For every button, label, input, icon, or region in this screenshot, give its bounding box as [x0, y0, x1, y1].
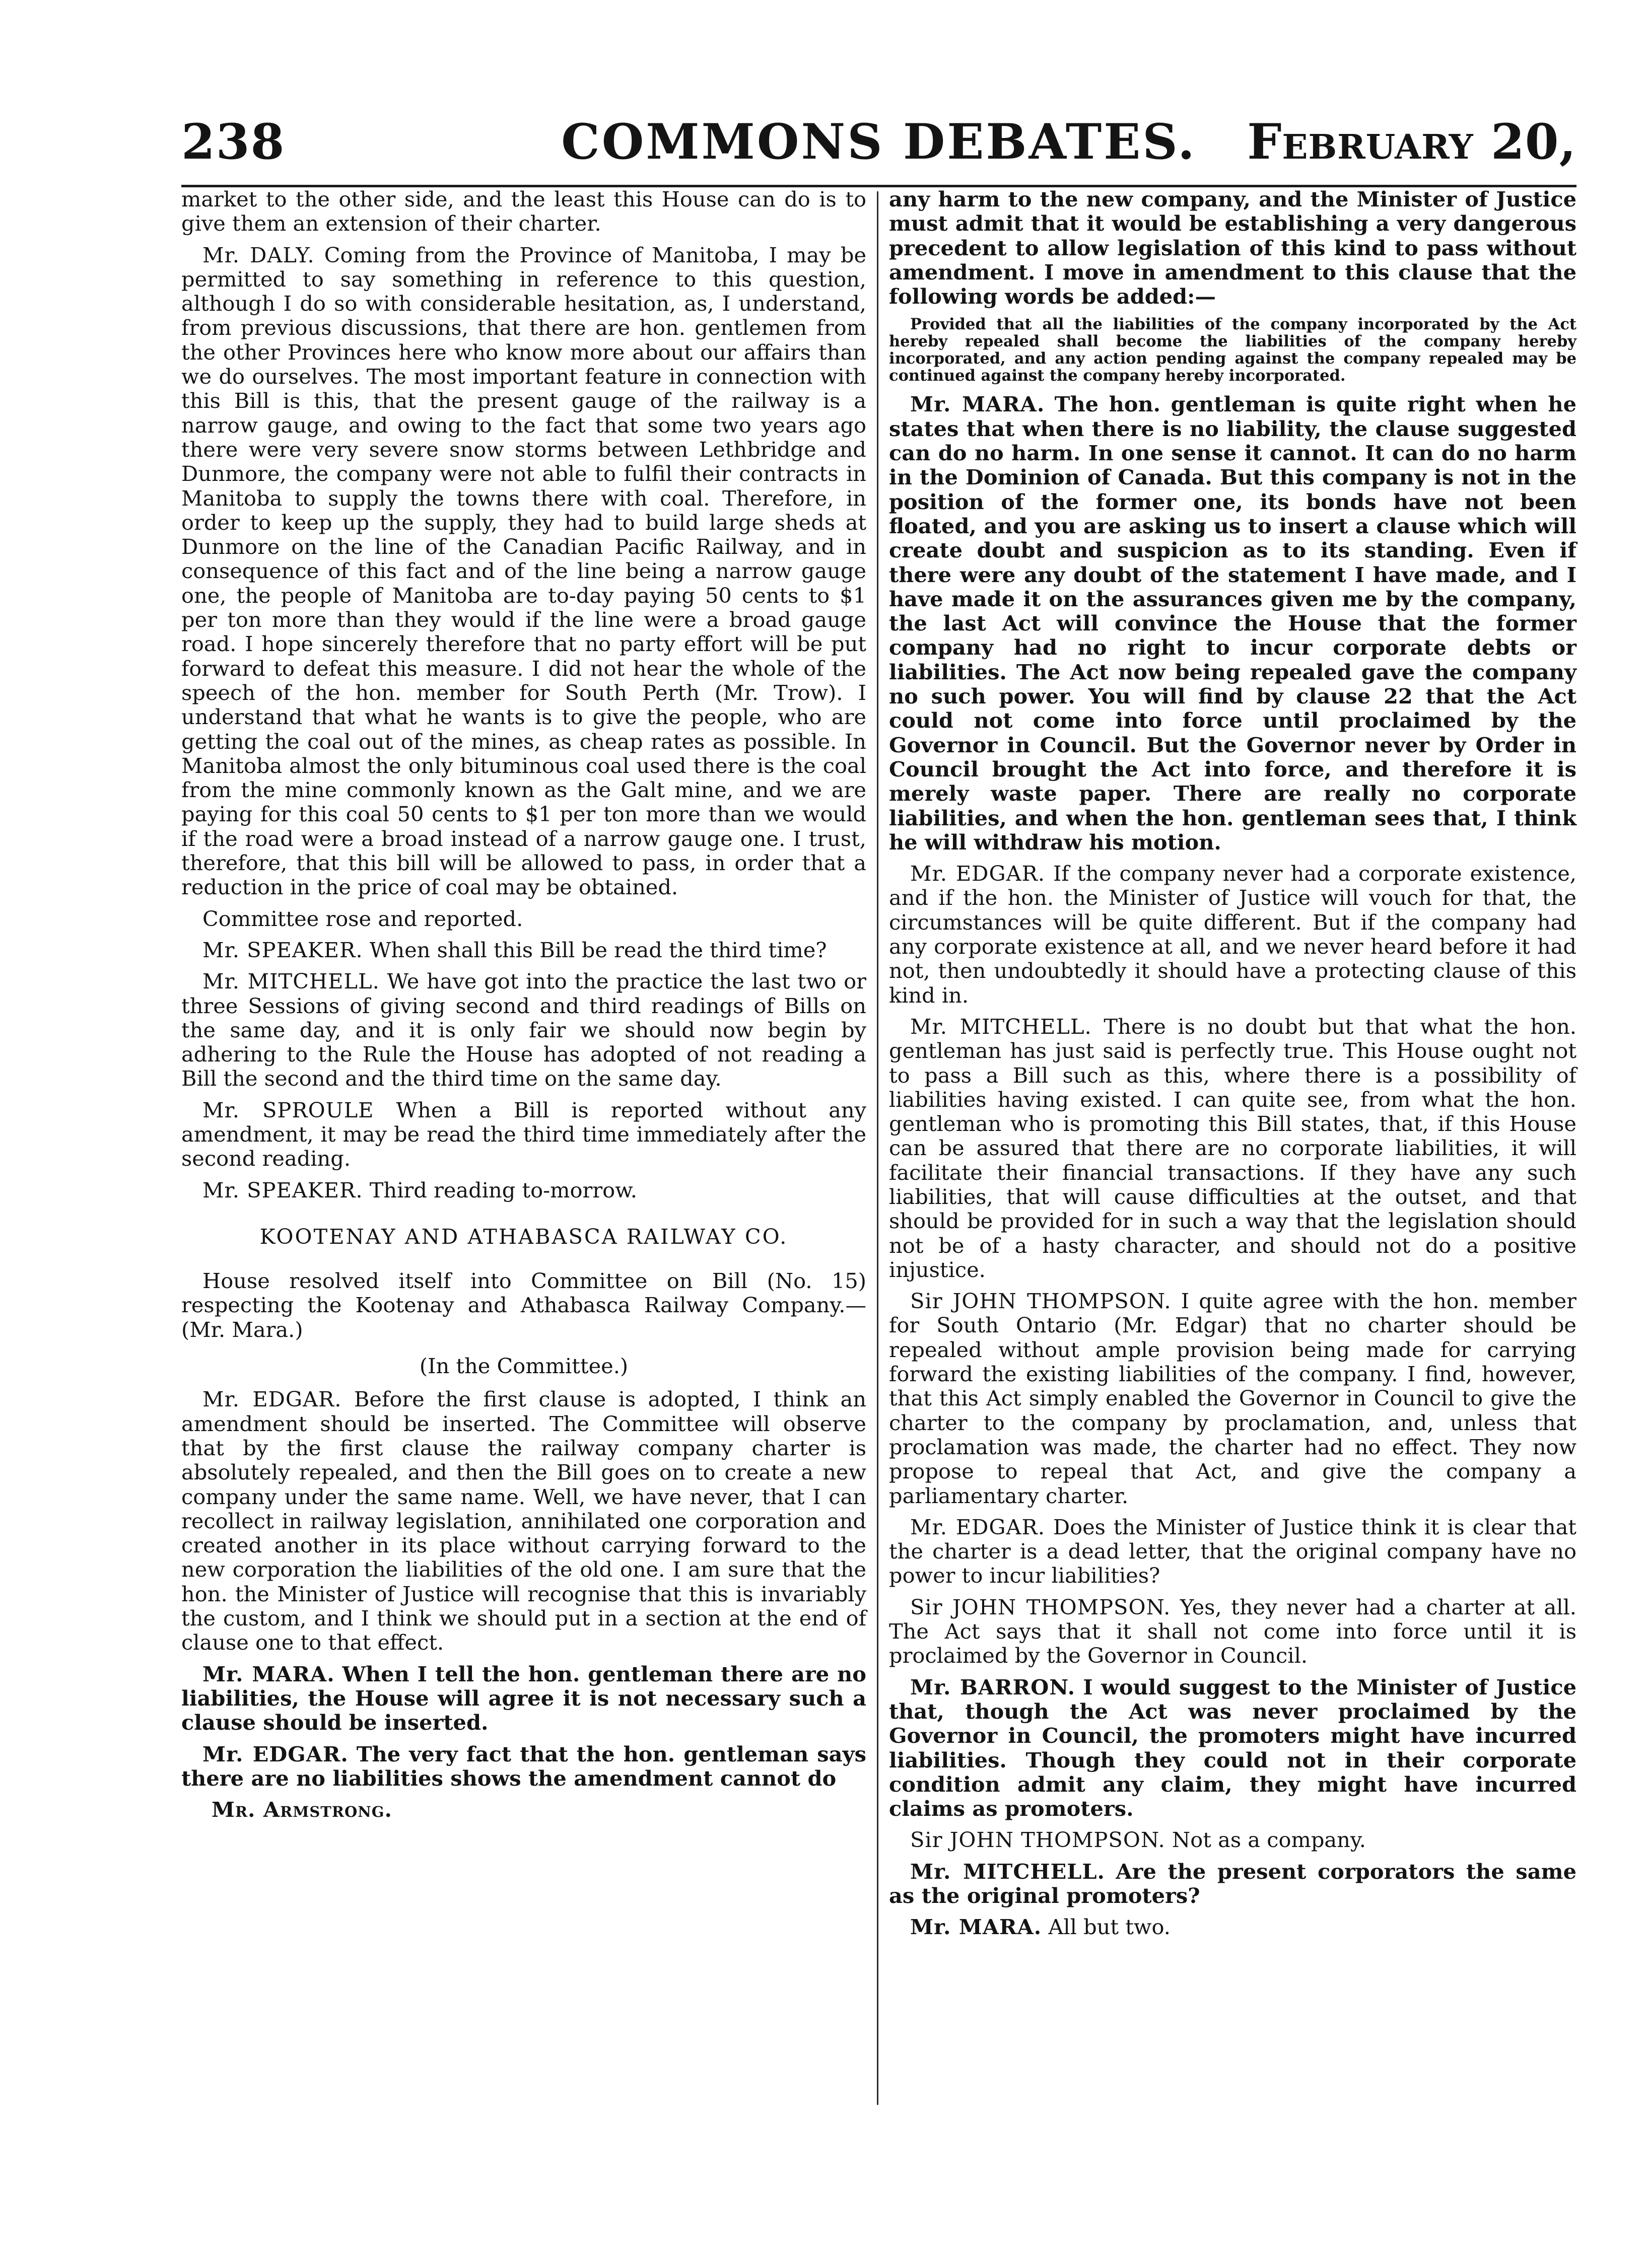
speaker-name: Mr. SPROULE — [202, 1097, 374, 1122]
paragraph: market to the other side, and the least this House can do is to give them an extension of their charter. — [181, 187, 866, 236]
speech — [889, 1675, 1576, 1821]
speaker-name: Mr. EDGAR. — [910, 861, 1046, 886]
speech — [181, 1662, 866, 1735]
speech-text: Coming from the Province of Manitoba, I may be permitted to say something in reference to this question, although I do so with considerable hesitation, as, I understand, from previous discussions, that there are hon. gentlemen from the other Provinces here who know more about our affairs than we do ourselves. The most important feature in connection with this Bill is this, that the present gauge of the railway is a narrow gauge, and owing to the fact that some two years ago there were very severe snow storms between Lethbridge and Dunmore, the company were not able to fulfil their contracts in Manitoba to supply the towns there with coal. Therefore, in order to keep up the supply, they had to build large sheds at Dunmore on the line of the Canadian Pacific Railway, and in consequence of this fact and of the line being a narrow gauge one, the people of Manitoba are to-day paying 50 cents to $1 per ton more than they would if the line were a broad gauge road. I hope sincerely therefore that no party effort will be put forward to defeat this measure. I did not hear the whole of the speech of the hon. member for South Perth (Mr. Trow). I understand that what he wants is to give the people, who are getting the coal out of the mines, as cheap rates as possible. In Manitoba almost the only bituminous coal used there is the coal from the mine commonly known as the Galt mine, and we are paying for this coal 50 cents to $1 per ton more than we would if the road were a broad instead of a narrow gauge one. I trust, therefore, that this bill will be allowed to pass, in order that a reduction in the price of coal may be obtained. — [181, 242, 866, 900]
speaker-name: Mr. EDGAR. — [202, 1741, 349, 1766]
page-number: 238 — [181, 113, 286, 170]
committee-note: (In the Committee.) — [419, 1354, 629, 1379]
speech-text: Are the present corporators the same as the original promoters? — [889, 1859, 1576, 1908]
page-header — [181, 108, 1576, 179]
speech-text: We have got into the practice the last two or three Sessions of giving second and third readings of Bills on the same day, and it is only fair we should now begin by adhering to the Rule the House has adopted of not reading a Bill the second and the third time on the same day. — [181, 969, 866, 1091]
paragraph: any harm to the new company, and the Minister of Justice must admit that it would be establishing a very dangerous precedent to allow legislation of this kind to pass without amendment. I move in amendment to this clause that the following words be added:— — [889, 187, 1576, 309]
speaker-name: Sir JOHN THOMPSON. — [910, 1827, 1165, 1853]
left-column — [181, 187, 866, 1822]
speech — [889, 1289, 1576, 1508]
speaker-name: Sir JOHN THOMPSON. — [910, 1594, 1171, 1619]
procedural-note: Committee rose and reported. — [202, 906, 523, 931]
speech — [889, 1915, 1576, 1939]
speaker-name: Sir JOHN THOMPSON. — [910, 1289, 1172, 1314]
speech-text: All but two. — [1048, 1915, 1171, 1940]
speaker-name: Mr. EDGAR. — [910, 1514, 1045, 1539]
speech — [181, 1387, 866, 1655]
speech-text: Does the Minister of Justice think it is clear that the charter is a dead letter, that the original company have no power to incur liabilities? — [889, 1514, 1576, 1588]
journal-title: COMMONS DEBATES. — [561, 113, 1197, 170]
speech-text: There is no doubt but that what the hon. gentleman has just said is perfectly true. This House ought not to pass a Bill such as this, where there is a possibility of liabilities having existed. I can quite see, from what the hon. gentleman who is promoting this Bill states, that, if this House can be assured that there are no corporate liabilities, it will facilitate their financial transactions. If they have any such liabilities, that will cause difficulties at the outset, and that should be provided for in such a way that the legislation should not be of a hasty character, and should not do a positive injustice. — [889, 1014, 1576, 1282]
speech — [889, 1860, 1576, 1908]
speaker-name: Mr. MITCHELL. — [910, 1014, 1092, 1039]
speech-text: If the company never had a corporate existence, and if the hon. the Minister of Justice will vouch for that, the circumstances will be quite different. But if the company had any corporate existence at all, and we never heard before it had not, then undoubtedly it should have a protecting clause of this kind in. — [889, 861, 1576, 1008]
speech — [181, 969, 866, 1091]
speaker-name: Mr. MARA. — [202, 1661, 335, 1686]
speech-text: Not as a company. — [1172, 1827, 1366, 1853]
speaker-name: Mr. MITCHELL. — [202, 969, 380, 994]
speech-text: I would suggest to the Minister of Justice that, though the Act was never proclaimed by the Governor in Council, the promoters might have incurred liabilities. Though they could not in their corporate condition admit any claim, they might have incurred claims as promoters. — [889, 1674, 1576, 1821]
speech — [889, 1515, 1576, 1588]
speech-text: When a Bill is reported without any amendment, it may be read the third time immediately after the second reading. — [181, 1097, 866, 1171]
speech — [889, 1595, 1576, 1668]
amendment-text: Provided that all the liabilities of the company incorporated by the Act hereby repealed shall become the liabilities of the company hereby incorporated, and any action pending against the company repealed may be continued against the company hereby incorporated. — [889, 315, 1576, 385]
speaker-name: Mr. BARRON. — [910, 1674, 1076, 1699]
speech — [181, 938, 866, 962]
speaker-name: Mr. SPEAKER. — [202, 1177, 363, 1202]
speaker-name: Mr. MITCHELL. — [910, 1859, 1106, 1884]
speech-text: Yes, they never had a charter at all. The Act says that it shall not come into force until it is proclaimed by the Governor in Council. — [889, 1594, 1576, 1668]
speech-text: The very fact that the hon. gentleman says there are no liabilities shows the amendment cannot do — [181, 1741, 867, 1791]
speech — [181, 1098, 866, 1171]
speech-text: When shall this Bill be read the third time? — [369, 937, 827, 962]
speech — [181, 1742, 866, 1791]
speaker-name: Mr. DALY. — [202, 242, 315, 267]
column-divider — [877, 191, 878, 2105]
header-date: February 20, — [1247, 113, 1576, 170]
footer-signature: Mr. Armstrong. — [212, 1797, 392, 1822]
speech-text: Before the first clause is adopted, I think an amendment should be inserted. The Committee will observe that by the first clause the railway company charter is absolutely repealed, and then the Bill goes on to create a new company under the same name. Well, we have never, that I can recollect in railway legislation, annihilated one corporation and created another in its place without carrying forward to the new corporation the liabilities of the old one. I am sure that the hon. the Minister of Justice will recognise that this is invariably the custom, and I think we should put in a section at the end of clause one to that effect. — [181, 1387, 866, 1655]
speech — [889, 392, 1576, 855]
speaker-name: Mr. MARA. — [910, 1915, 1042, 1940]
speech — [181, 243, 866, 900]
speech-text: I quite agree with the hon. member for South Ontario (Mr. Edgar) that no charter should be repealed without ample provision being made for carrying forward the existing liabilities of the company. I find, however, that this Act simply enabled the Governor in Council to give the charter to the company by proclamation, and, unless that proclamation was made, the charter had no effect. They now propose to repeal that Act, and give the company a parliamentary charter. — [889, 1289, 1576, 1508]
speech-text: When I tell the hon. gentleman there are no liabilities, the House will agree it is not necessary such a clause should be inserted. — [181, 1661, 866, 1735]
speaker-name: Mr. EDGAR. — [202, 1387, 342, 1412]
speaker-name: Mr. SPEAKER. — [202, 937, 363, 962]
speech — [181, 1178, 866, 1202]
speech — [889, 1015, 1576, 1282]
section-heading: KOOTENAY AND ATHABASCA RAILWAY CO. — [259, 1224, 788, 1249]
speech — [889, 862, 1576, 1008]
speech — [889, 1828, 1576, 1852]
right-column — [889, 187, 1576, 1947]
speaker-name: Mr. MARA. — [910, 392, 1045, 417]
speech-text: Third reading to-morrow. — [369, 1177, 637, 1202]
procedural-note: House resolved itself into Committee on Bill (No. 15) respecting the Kootenay and Athabasca Railway Company.—(Mr. Mara.) — [181, 1268, 866, 1342]
speech-text: The hon. gentleman is quite right when he states that when there is no liability, the clause suggested can do no harm. In one sense it cannot. It can do no harm in the Dominion of Canada. But this company is not in the position of the former one, its bonds have not been floated, and you are asking us to insert a clause which will create doubt and suspicion as to its standing. Even if there were any doubt of the statement I have made, and I have made it on the assurances given me by the company, the last Act will convince the House that the former company had no right to incur corporate debts or liabilities. The Act now being repealed gave the company no such power. You will find by clause 22 that the Act could not come into force until proclaimed by the Governor in Council. But the Governor never by Order in Council brought the Act into force, and therefore it is merely waste paper. There are really no corporate liabilities, and when the hon. gentleman sees that, I think he will withdraw his motion. — [889, 392, 1577, 855]
